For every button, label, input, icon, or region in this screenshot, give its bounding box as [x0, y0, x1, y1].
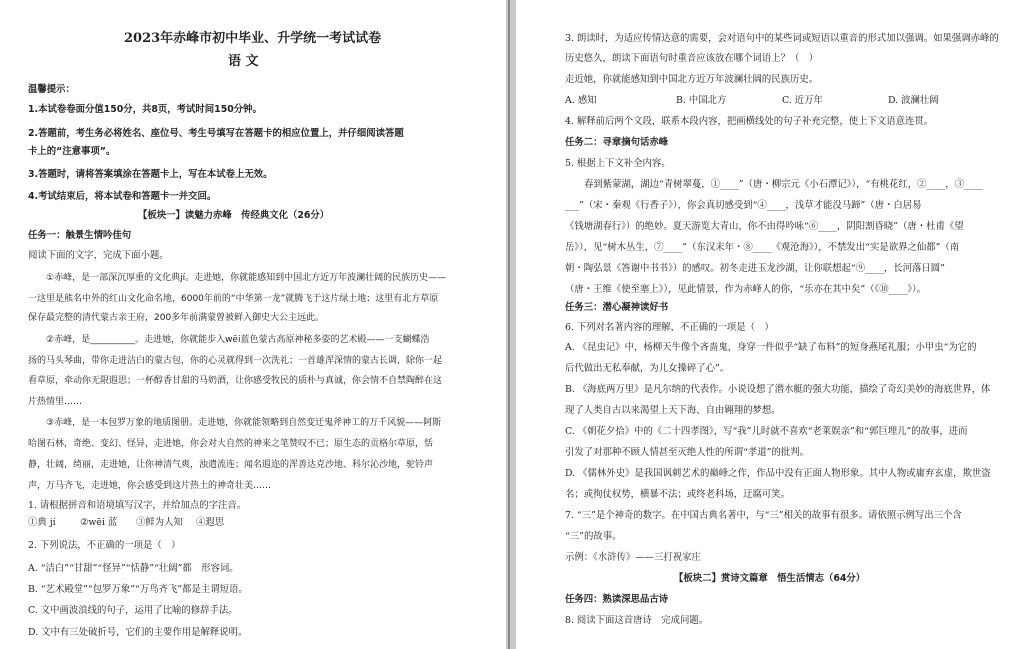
q6-option: 名；或徇仗权势，横暴不法；或终老科场，迂腐可笑。: [565, 489, 791, 500]
q1-option: ①典 jí: [28, 517, 56, 528]
q1-option: ③鲜为人知: [136, 517, 183, 528]
passage-line: ①赤峰，是一部深沉厚重的文化典jí。走进她，你就能感知到中国北方近万年波澜壮阔的民族历史——: [46, 273, 447, 283]
q5-text: ___”（宋・秦观《行香子》），你会真切感受到“④____，浅草才能没马蹄”（唐・白居易: [565, 200, 922, 211]
tip-line: 卡上的“注意事项”。: [28, 146, 116, 157]
tip-line: 1.本试卷卷面分值150分，共8页，考试时间150分钟。: [28, 104, 262, 115]
question-3-sentence: 走近她，你就能感知到中国北方近万年波澜壮阔的民族历史。: [565, 74, 819, 85]
section-heading: 【板块一】读魅力赤峰 传经典文化（26分）: [138, 210, 330, 221]
passage-line: 扬的马头琴曲，带你走进洁白的蒙古包，你的心灵就得到一次洗礼；一首雄浑深情的蒙古长调，除你一起: [28, 356, 443, 366]
passage-line: ②赤峰，是__________。走进她，你就能步入wēi蓝色蒙古高原神秘多姿的艺术殿——一支蝴蝶浩: [46, 335, 430, 345]
question-6: 6. 下列对名著内容的理解，不正确的一项是（ ）: [565, 322, 774, 333]
passage-line: 声，万马齐飞，走进她，你会感受到这片热土的神奇壮美……: [28, 481, 272, 491]
passage-line: 保存最完整的清代蒙古亲王府，200多年前满蒙曾被鲜入御史大公主远此。: [28, 313, 325, 323]
tips-heading: 温馨提示：: [28, 84, 75, 95]
q5-text: 《钱塘湖春行》）的绝妙。夏天游览大青山，你不由得吟咏“⑥____，阴阳割昏晓”（唐・杜甫《望: [565, 221, 964, 232]
q2-option: A. “洁白”“甘甜”“怪异”“恬静”“壮阔”都 形容词。: [28, 563, 239, 574]
passage-line: 静，壮阔，绮丽，走进她，让你神清气爽，浊遣流连；闻名遐迩的浑善达克沙地、科尔沁沙地，驼铃声: [28, 460, 434, 470]
passage-line: ③赤峰，是一本包罗万象的地质图册。走进她，你就能领略到自然变迁鬼斧神工的万千风貌——阿斯: [46, 418, 442, 428]
left-page: [0, 0, 506, 649]
right-page: [516, 0, 1024, 649]
q6-option: A. 《昆虫记》中，杨柳天牛像个吝啬鬼，身穿一件似乎“缺了布料”的短身燕尾礼服；小甲虫“为它的: [565, 342, 977, 353]
exam-title: 2023年赤峰市初中毕业、升学统一考试试卷: [124, 31, 382, 46]
q3-option: B. 中国北方: [676, 95, 727, 106]
q6-option: 现了人类自古以来渴望上天下海、自由翱翔的梦想。: [565, 405, 781, 416]
passage-line: 一这里是熊名中外的红山文化命名地，6000年前的“中华第一龙”就腾飞于这片绿土地；这里有北方草原: [28, 294, 439, 304]
question-5: 5. 根据上下文补全内容。: [565, 158, 671, 169]
tip-line: 2.答题前，考生务必将姓名、座位号、考生号填写在答题卡的相应位置上，并仔细阅读答题: [28, 128, 404, 139]
q2-option: C. 文中画波浪线的句子，运用了比喻的修辞手法。: [28, 605, 238, 616]
question-7: 7. “三”是个神奇的数字。在中国古典名著中，与“三”相关的故事有很多。请依照示例写出三个含: [565, 510, 962, 521]
q2-option: D. 文中有三处破折号，它们的主要作用是解释说明。: [28, 627, 248, 638]
q7-example: 示例：《水浒传》——三打祝家庄: [565, 552, 701, 563]
q6-option: C. 《朝花夕拾》中的《二十四孝图》，写“我”儿时就不喜欢“老莱娱亲”和“郭巨埋儿”的故事，进而: [565, 426, 968, 437]
question-4: 4. 解释前后两个文段，联系本段内容，把画横线处的句子补充完整，使上下文语意连贯。: [565, 116, 934, 127]
question-7-cont: “三”的故事。: [565, 531, 622, 542]
tip-line: 4.考试结束后，将本试卷和答题卡一并交回。: [28, 191, 217, 202]
q1-option: ②wēi 蓝: [80, 517, 118, 528]
q1-option: ④遐思: [196, 517, 225, 528]
question-1: 1. 请根据拼音和语境填写汉字，并给加点的字注音。: [28, 500, 247, 511]
q5-text: 春到紫蒙湖，湖边“青树翠蔓，①____”（唐・柳宗元《小石潭记》），“有桃花红，②____，③____: [584, 179, 983, 190]
task-heading: 任务三：潜心凝神读好书: [565, 302, 669, 313]
q5-text: 岳》），见“树木丛生，⑦____”（东汉末年・⑧____《观沧海》），不禁发出“实是欲界之仙都”（南: [565, 242, 960, 253]
q2-option: B. “艺术殿堂”“包罗万象”“万鸟齐飞”都是主谓短语。: [28, 584, 248, 595]
question-8: 8. 阅读下面这首唐诗 完成问题。: [565, 615, 709, 626]
q5-text: （唐・王维《使至塞上》），见此情景，作为赤峰人的你，“乐亦在其中矣”（《⑩____》）。: [565, 284, 927, 295]
q6-option: 后代做出无私奉献，为儿女操碎了心”。: [565, 363, 730, 374]
q6-option: B. 《海底两万里》是凡尔纳的代表作。小说设想了潜水艇的强大功能，描绘了奇幻美妙的海底世界，体: [565, 384, 991, 395]
q3-option: C. 近万年: [782, 95, 823, 106]
q3-option: D. 波澜壮阔: [888, 95, 939, 106]
task-heading: 任务一：触景生情吟佳句: [28, 230, 132, 241]
task-heading: 任务四：熟读深思品古诗: [565, 594, 669, 605]
q6-option: 引发了对那种不顾人情甚至灭绝人性的所谓“孝道”的批判。: [565, 447, 809, 458]
q5-text: 朝・陶弘景《答谢中书书》）的感叹。初冬走进玉龙沙湖，让你联想起“⑨____，长河落日圆”: [565, 263, 945, 274]
question-3: 3. 朗读时，为适应传情达意的需要，会对语句中的某些词或短语以重音的形式加以强调。如果强调赤峰的: [565, 33, 999, 44]
page-divider: [508, 0, 510, 649]
q6-option: D. 《儒林外史》是我国讽刺艺术的巅峰之作，作品中没有正面人物形象。其中人物或庸弃玄虚，欺世盗: [565, 468, 991, 479]
subject-title: 语 文: [228, 54, 259, 69]
passage-line: 看草原，牵动你无限遐思；一杯醇香甘甜的马奶酒，让你感受牧民的质朴与真诚，你会情不自禁陶醉在这: [28, 376, 443, 386]
task-heading: 任务二：寻章摘句话赤峰: [565, 137, 669, 148]
q3-option: A. 感知: [565, 95, 597, 106]
question-2: 2. 下列说法，不正确的一项是（ ）: [28, 540, 181, 551]
section-heading: 【板块二】赏诗文篇章 悟生活情志（64分）: [674, 573, 866, 584]
passage-line: 片热情里……: [28, 397, 83, 407]
tip-line: 3.答题时，请将答案填涂在答题卡上，写在本试卷上无效。: [28, 169, 273, 180]
reading-intro: 阅读下面的文字，完成下面小题。: [28, 250, 169, 261]
question-3-cont: 历史悠久，朗读下面语句时重音应该放在哪个词语上？（ ）: [565, 53, 819, 64]
passage-line: 哈图石林，奇绝、变幻、怪异，走进她，你会对大自然的神来之笔赞叹不已；原生态的贡格尔草原，恬: [28, 439, 434, 449]
